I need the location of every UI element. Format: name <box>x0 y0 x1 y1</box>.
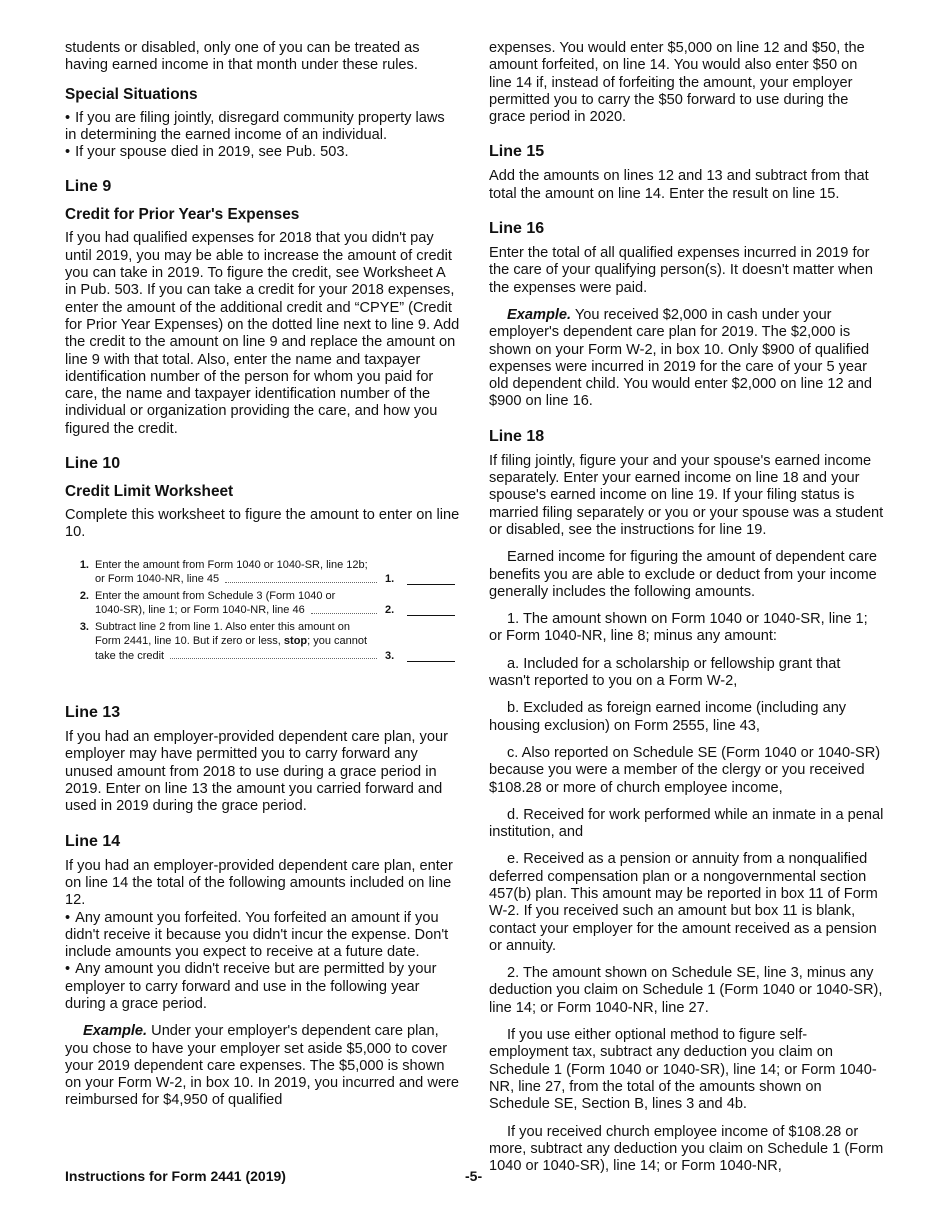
worksheet-row: 2. Enter the amount from Schedule 3 (Form 1040 or 1040-SR), line 1; or Form 1040-NR, line 46 2. <box>65 589 455 618</box>
line9-text: If you had qualified expenses for 2018 that you didn't pay until 2019, you may be able to increase the amount of credit you can take in 2019. To figure the credit, see Worksheet A in Pub. 503. If you can take a credit for your 2018 expenses, enter the amount of the additional credit and “CPYE” (Credit for Prior Year Expenses) on the dotted line next to line 9. Add the credit to the amount on line 9 and replace the amount on line 9 with that total. Also, enter the name and taxpayer identification number of the person for whom you paid for care, the name and taxpayer identification number of the individual or organization providing the care, and how you figured the credit. <box>65 230 460 437</box>
dot-leader <box>225 572 377 583</box>
intro-paragraph: students or disabled, only one of you can be treated as having earned income in that month under these rules. <box>65 40 420 74</box>
dot-leader <box>311 603 377 614</box>
line10-subheading: Credit Limit Worksheet <box>65 483 234 501</box>
line16-text: Enter the total of all qualified expenses incurred in 2019 for the care of your qualifying person(s). It doesn't matter when the expenses were paid. <box>489 245 874 296</box>
line18-paragraph: Earned income for figuring the amount of dependent care benefits you are able to exclude or deduct from your income generally includes the following amounts. <box>489 549 877 600</box>
credit-limit-worksheet <box>65 558 455 664</box>
line18-paragraph: a. Included for a scholarship or fellowship grant that wasn't reported to you on a Form W-2, <box>489 655 841 690</box>
line18-paragraph: If filing jointly, figure your and your spouse's earned income separately. Enter your earned income on line 18 and your spouse's earned income on line 19. If your filing status is married filing separately or you or your spouse was a student or disabled, see the instructions for line 19. <box>489 452 884 538</box>
line18-paragraph: If you use either optional method to figure self-employment tax, subtract any deduction you claim on Schedule 1 (Form 1040 or 1040-SR), line 14; or Form 1040-NR, line 27, from the total of the amounts shown on Schedule SE, Section B, lines 3 and 4b. <box>489 1027 877 1113</box>
special-situations-list <box>65 110 460 162</box>
line18-paragraph: d. Received for work performed while an inmate in a penal institution, and <box>489 806 884 841</box>
intro-paragraph: expenses. You would enter $5,000 on line 12 and $50, the amount forfeited, on line 14. You would also enter $50 on line 14 if, instead of forfeiting the amount, your employer permitted you to carry the $50 forward to use during the grace period in 2020. <box>489 40 865 126</box>
line14-list <box>65 910 460 1014</box>
list-item: • Any amount you forfeited. You forfeited an amount if you didn't receive it because you didn't incur the expense. Don't include amounts you expect to receive at a future date. <box>65 909 449 961</box>
line13-heading: Line 13 <box>65 704 121 722</box>
line18-heading: Line 18 <box>489 427 545 445</box>
line18-paragraph: 1. The amount shown on Form 1040 or 1040-SR, line 1; or Form 1040-NR, line 8; minus any amount: <box>489 611 868 645</box>
line16-heading: Line 16 <box>489 220 545 238</box>
line18-paragraph: 2. The amount shown on Schedule SE, line 3, minus any deduction you claim on Schedule 1 (Form 1040 or 1040-SR), line 14; or Form 1040-NR, line 27. <box>489 965 883 1016</box>
line14-heading: Line 14 <box>65 832 121 850</box>
worksheet-entry-line-3[interactable] <box>407 649 455 662</box>
line15-heading: Line 15 <box>489 143 545 161</box>
line14-text: If you had an employer-provided dependent care plan, enter on line 14 the total of the following amounts included on line 12. <box>65 857 453 909</box>
line18-paragraph: If you received church employee income of $108.28 or more, subtract any deduction you claim on Schedule 1 (Form 1040 or 1040-SR), line 14; or Form 1040-NR, <box>489 1123 884 1175</box>
worksheet-row: 3. Subtract line 2 from line 1. Also enter this amount on Form 2441, line 10. But if zero or less, stop; you cannot take the credit 3. <box>65 620 455 664</box>
list-item: • If you are filing jointly, disregard community property laws in determining the earned income of an individual. <box>65 109 445 143</box>
right-column <box>489 40 884 1185</box>
line16-example: Example. You received $2,000 in cash under your employer's dependent care plan for 2019. The $2,000 is shown on your Form W-2, in box 10. Only $900 of qualified expenses were incurred in 2019 for the care of your 5 year old dependent child. You would enter $2,000 on line 12 and $900 on line 16. <box>489 306 872 410</box>
line10-heading: Line 10 <box>65 455 121 473</box>
line14-example: Example. Under your employer's dependent care plan, you chose to have your employer set aside $5,000 to cover your 2019 dependent care expenses. The $5,000 is shown on your Form W-2, in box 10. In 2019, you incurred and were reimbursed for $4,950 of qualified <box>65 1023 459 1109</box>
list-item: • If your spouse died in 2019, see Pub. 503. <box>65 144 349 161</box>
list-item: • Any amount you didn't receive but are permitted by your employer to carry forward and use in the following year during a grace period. <box>65 961 437 1012</box>
worksheet-row: 1. Enter the amount from Form 1040 or 1040-SR, line 12b; or Form 1040-NR, line 45 1. <box>65 558 455 587</box>
worksheet-entry-line-1[interactable] <box>407 572 455 585</box>
line9-subheading: Credit for Prior Year's Expenses <box>65 206 300 224</box>
line10-text: Complete this worksheet to figure the amount to enter on line 10. <box>65 507 460 541</box>
line15-text: Add the amounts on lines 12 and 13 and subtract from that total the amount on line 14. Enter the result on line 15. <box>489 168 869 202</box>
line18-paragraph: c. Also reported on Schedule SE (Form 1040 or 1040-SR) because you were a member of the clergy or you received $108.28 or more of church employee income, <box>489 744 881 796</box>
line18-paragraph: e. Received as a pension or annuity from a nonqualified deferred compensation plan or a nongovernmental section 457(b) plan. This amount may be reported in box 11 of Form W-2. If you received such an amount but box 11 is blank, contact your employer for the amount received as a pension or annuity. <box>489 851 878 954</box>
line18-paragraph: b. Excluded as foreign earned income (including any housing exclusion) on Form 2555, line 43, <box>489 700 847 734</box>
line9-heading: Line 9 <box>65 178 112 196</box>
special-situations-heading: Special Situations <box>65 85 198 103</box>
worksheet-entry-line-2[interactable] <box>407 603 455 616</box>
line13-text: If you had an employer-provided dependent care plan, your employer may have permitted you to carry forward any unused amount from 2018 to use during a grace period in 2019. Enter on line 13 the amount you carried forward and used in 2019 during the grace period. <box>65 729 448 815</box>
footer-title: Instructions for Form 2441 (2019) <box>65 1168 286 1184</box>
left-column <box>65 40 460 1120</box>
dot-leader <box>170 649 377 660</box>
page-number: -5- <box>465 1168 483 1184</box>
